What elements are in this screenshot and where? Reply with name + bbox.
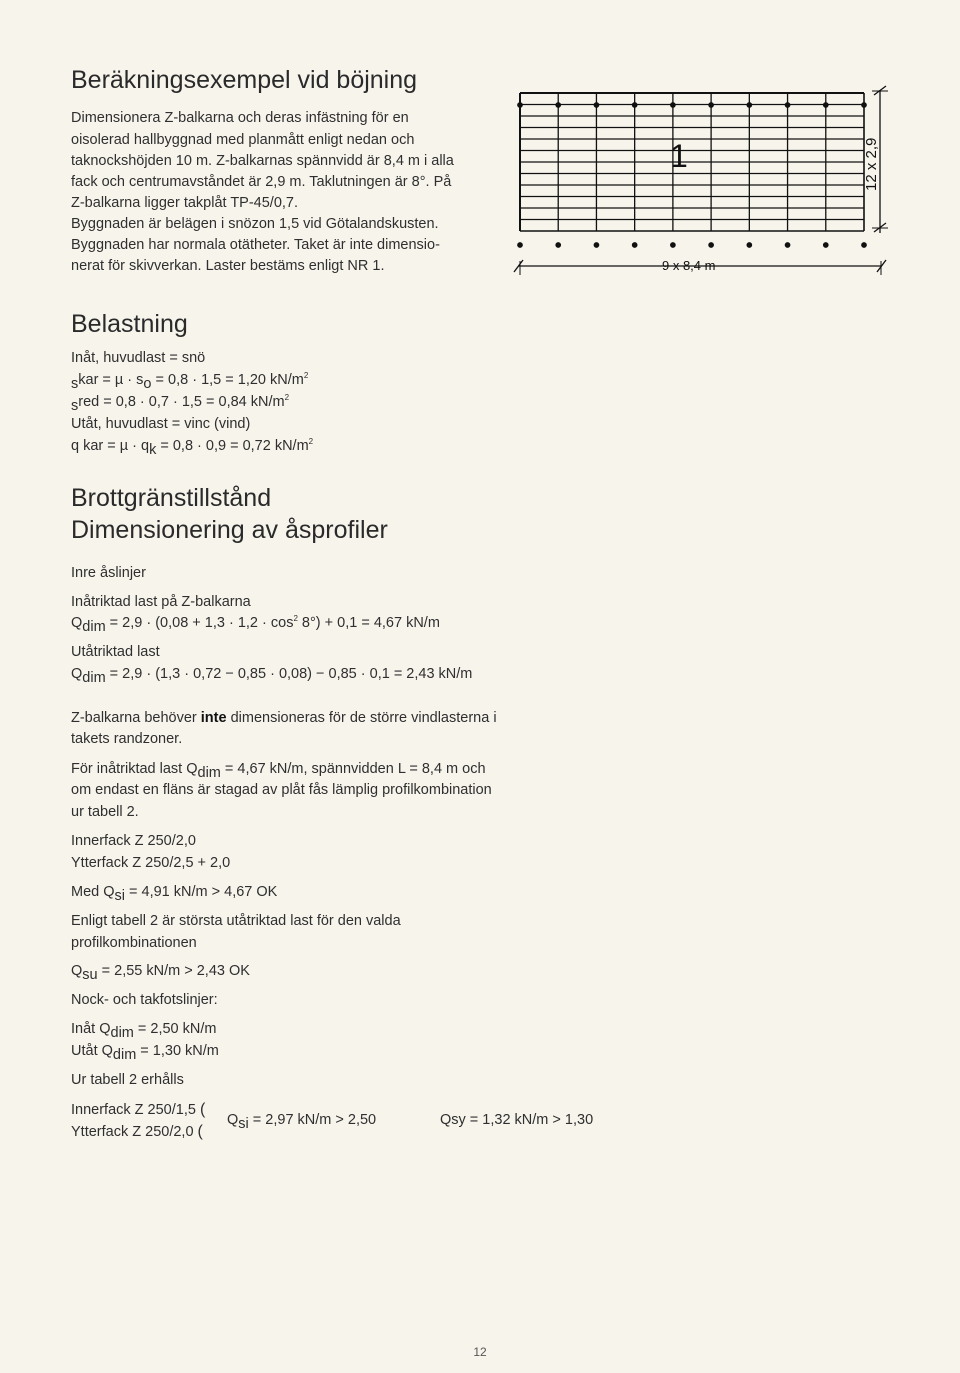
formula-utat: Utåt $Q_{dim} = 1,30$ kN/m <box>71 1043 219 1063</box>
formula-inat: Inåt $Q_{dim} = 2,50$ kN/m <box>71 1021 217 1041</box>
column-dot <box>709 243 713 247</box>
intro-line: taknockshöjden 10 m. Z-balkarnas spännvidd är 8,4 m i alla <box>71 153 454 169</box>
column-dot <box>785 243 789 247</box>
column-dot <box>518 103 522 107</box>
column-dot <box>518 243 522 247</box>
load-formula-sred <box>71 393 290 414</box>
profile-line: Innerfack Z 250/2,0 <box>71 833 196 849</box>
superscript: 2 <box>308 437 314 446</box>
formula-text: = 0,8 · 1,5 = 1,20 kN/m <box>151 372 304 388</box>
load-formula-qkar <box>71 437 314 458</box>
section-title-brott: Brottgränstillstånd <box>71 484 272 512</box>
profile-line: Innerfack Z 250/1,5 ( <box>71 1101 206 1118</box>
bottom-dimension-label: 9 x 8,4 m <box>662 258 716 273</box>
column-dot <box>824 103 828 107</box>
load-line: Utåt, huvudlast = vinc (vind) <box>71 416 251 432</box>
text-line: om endast en fläns är stagad av plåt fås lämplig profilkombination <box>71 782 492 798</box>
intro-line: Byggnaden har normala otätheter. Taket är inte dimensio- <box>71 237 440 253</box>
subscript: k <box>149 442 157 458</box>
superscript: 2 <box>284 393 290 402</box>
text-line: Ur tabell 2 erhålls <box>71 1072 184 1088</box>
section-subtitle-dimensionering: Dimensionering av åsprofiler <box>71 516 388 544</box>
text-line: Inåtriktad last på Z-balkarna <box>71 594 251 610</box>
subscript: o <box>143 376 152 392</box>
note-line: takets randzoner. <box>71 731 183 747</box>
text-line: ur tabell 2. <box>71 804 139 820</box>
column-dot <box>862 243 866 247</box>
figure-number-label: 1 <box>670 138 688 174</box>
load-line: Inåt, huvudlast = snö <box>71 350 206 366</box>
superscript: 2 <box>303 371 309 380</box>
text-line: Med $Q_{si} = 4,91$ kN/m > 4,67 OK <box>71 884 278 904</box>
formula-qdim-in: $Q_{dim} = 2,9 \cdot (0,08 + 1,3 \cdot 1,2 \cdot \cos^2 8^\circ) + 0,1 = 4,67$ kN/m <box>71 614 440 635</box>
column-dot <box>671 243 675 247</box>
column-dot <box>862 103 866 107</box>
formula-text: kar = µ · s <box>78 372 144 388</box>
formula-qdim-out: $Q_{dim} = 2,9 \cdot (1,3 \cdot 0,72 - 0,85 \cdot 0,08) - 0,85 \cdot 0,1 = 2,43$ kN/m <box>71 666 473 686</box>
right-dimension-label: 12 x 2,9 <box>863 137 880 191</box>
text-line: Nock- och takfotslinjer: <box>71 992 218 1008</box>
formula-text: = 0,8 · 0,9 = 0,72 kN/m <box>156 438 309 454</box>
column-dot <box>556 103 560 107</box>
column-dot <box>709 103 713 107</box>
intro-line: oisolerad hallbyggnad med planmått enligt nedan och <box>71 132 415 148</box>
profile-line: Ytterfack Z 250/2,5 + 2,0 <box>71 855 231 871</box>
formula-text: red = 0,8 · 0,7 · 1,5 = 0,84 kN/m <box>78 394 285 410</box>
intro-line: Dimensionera Z-balkarna och deras infästning för en <box>71 110 409 126</box>
roof-plan-figure <box>510 85 900 285</box>
formula-qsu: $Q_{su} = 2,55$ kN/m > 2,43 OK <box>71 963 250 983</box>
column-dot <box>632 243 636 247</box>
column-dot <box>824 243 828 247</box>
page-number: 12 <box>473 1345 487 1359</box>
text-line: profilkombinationen <box>71 935 197 951</box>
text-line: Utåtriktad last <box>71 644 160 660</box>
intro-line: Z-balkarna ligger takplåt TP-45/0,7. <box>71 195 299 211</box>
text-line: För inåtriktad last $Q_{dim} = 4,67$ kN/m, spännvidden L = 8,4 m och <box>71 761 486 781</box>
column-dot <box>747 243 751 247</box>
formula-text: q kar = µ · q <box>71 438 150 454</box>
column-dot <box>556 243 560 247</box>
s-prefix: s <box>71 398 79 414</box>
s-prefix: s <box>71 376 79 392</box>
text-line: Enligt tabell 2 är största utåtriktad last för den valda <box>71 913 401 929</box>
column-dot <box>594 243 598 247</box>
note-line: Z-balkarna behöver inte dimensioneras för de större vindlasterna i <box>71 710 497 726</box>
column-dot <box>632 103 636 107</box>
column-dot <box>594 103 598 107</box>
column-dot <box>747 103 751 107</box>
column-dot <box>671 103 675 107</box>
intro-line: Byggnaden är belägen i snözon 1,5 vid Götalandskusten. <box>71 216 439 232</box>
load-formula-skar <box>71 371 309 392</box>
formula-qsi: $Q_{si} = 2,97$ kN/m > 2,50 <box>227 1112 377 1132</box>
column-dot <box>785 103 789 107</box>
text-line: Inre åslinjer <box>71 565 146 581</box>
profile-line: Ytterfack Z 250/2,0 ( <box>71 1123 203 1140</box>
section-title-berakningsexempel: Beräkningsexempel vid böjning <box>71 66 418 94</box>
section-title-belastning: Belastning <box>71 310 188 338</box>
formula-qsy: Qsy = 1,32 kN/m > 1,30 <box>440 1112 594 1128</box>
intro-line: fack och centrumavståndet är 2,9 m. Taklutningen är 8°. På <box>71 174 452 190</box>
intro-line: nerat för skivverkan. Laster bestäms enligt NR 1. <box>71 258 385 274</box>
